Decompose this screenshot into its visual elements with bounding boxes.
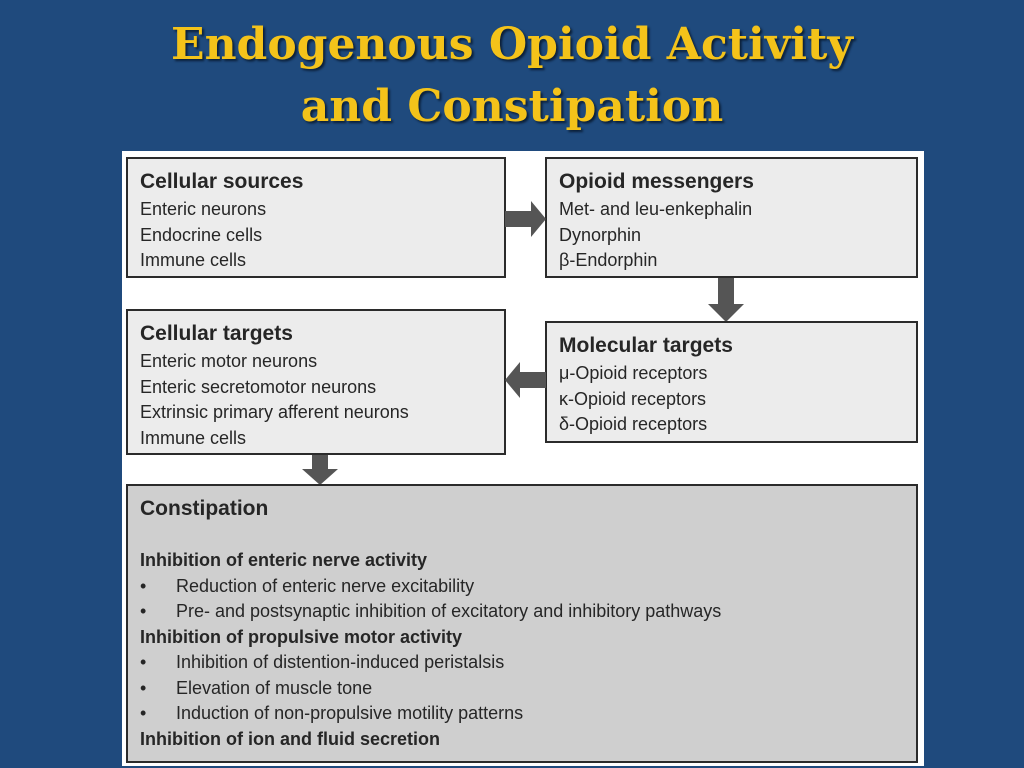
- arrow-right-icon: [505, 201, 547, 237]
- constipation-bullet: [140, 650, 906, 676]
- opioid-messenger-item: Met- and leu-enkephalin: [559, 199, 753, 219]
- bullet-icon: •: [140, 575, 147, 596]
- bullet-text: Reduction of enteric nerve excitability: [176, 575, 475, 596]
- cellular-source-item: Enteric neurons: [140, 199, 267, 219]
- molecular-target-item: δ-Opioid receptors: [559, 414, 708, 434]
- molecular-targets-title: Molecular targets: [559, 334, 733, 357]
- cellular-target-item: Enteric secretomotor neurons: [140, 376, 377, 397]
- constipation-bullet: [140, 676, 906, 702]
- arrow-down-icon: [708, 278, 744, 322]
- cellular-target-item: Extrinsic primary afferent neurons: [140, 402, 409, 422]
- molecular-targets-box: [545, 321, 918, 443]
- bullet-icon: •: [140, 677, 147, 698]
- cellular-source-item: Immune cells: [140, 250, 247, 270]
- opioid-messengers-title: Opioid messengers: [559, 170, 754, 193]
- bullet-text: Inhibition of distention-induced peristalsis: [176, 652, 505, 672]
- bullet-text: Elevation of muscle tone: [176, 677, 373, 698]
- constipation-bullet: [140, 701, 906, 727]
- diagram-figure: [122, 151, 924, 766]
- bullet-text: Pre- and postsynaptic inhibition of excitatory and inhibitory pathways: [176, 601, 722, 621]
- cellular-target-item: Immune cells: [140, 427, 247, 448]
- constipation-bullet: [140, 574, 906, 600]
- arrow-left-icon: [505, 362, 547, 398]
- title-line-2: and Constipation: [300, 81, 724, 132]
- bullet-icon: •: [140, 601, 147, 621]
- opioid-messenger-item: Dynorphin: [559, 224, 642, 245]
- molecular-target-item: κ-Opioid receptors: [559, 388, 707, 409]
- opioid-messengers-box: [545, 157, 918, 278]
- cellular-sources-box: [126, 157, 506, 278]
- constipation-section-heading: Inhibition of ion and fluid secretion: [140, 728, 440, 749]
- bullet-text: Induction of non-propulsive motility patterns: [176, 703, 524, 723]
- molecular-target-item: μ-Opioid receptors: [559, 363, 708, 383]
- arrow-down-icon: [302, 455, 338, 485]
- constipation-section-heading: Inhibition of propulsive motor activity: [140, 626, 463, 647]
- cellular-sources-title: Cellular sources: [140, 170, 304, 193]
- cellular-source-item: Endocrine cells: [140, 224, 263, 245]
- cellular-target-item: Enteric motor neurons: [140, 351, 318, 371]
- cellular-targets-title: Cellular targets: [140, 322, 293, 345]
- bullet-icon: •: [140, 652, 147, 672]
- constipation-bullet: [140, 599, 906, 625]
- constipation-section-heading: Inhibition of enteric nerve activity: [140, 550, 428, 570]
- title-line-1: Endogenous Opioid Activity: [171, 19, 853, 70]
- slide-title: [0, 14, 1024, 138]
- bullet-icon: •: [140, 703, 147, 723]
- constipation-box: [126, 484, 918, 763]
- constipation-title: Constipation: [140, 497, 269, 520]
- opioid-messenger-item: β-Endorphin: [559, 250, 658, 270]
- cellular-targets-box: [126, 309, 506, 455]
